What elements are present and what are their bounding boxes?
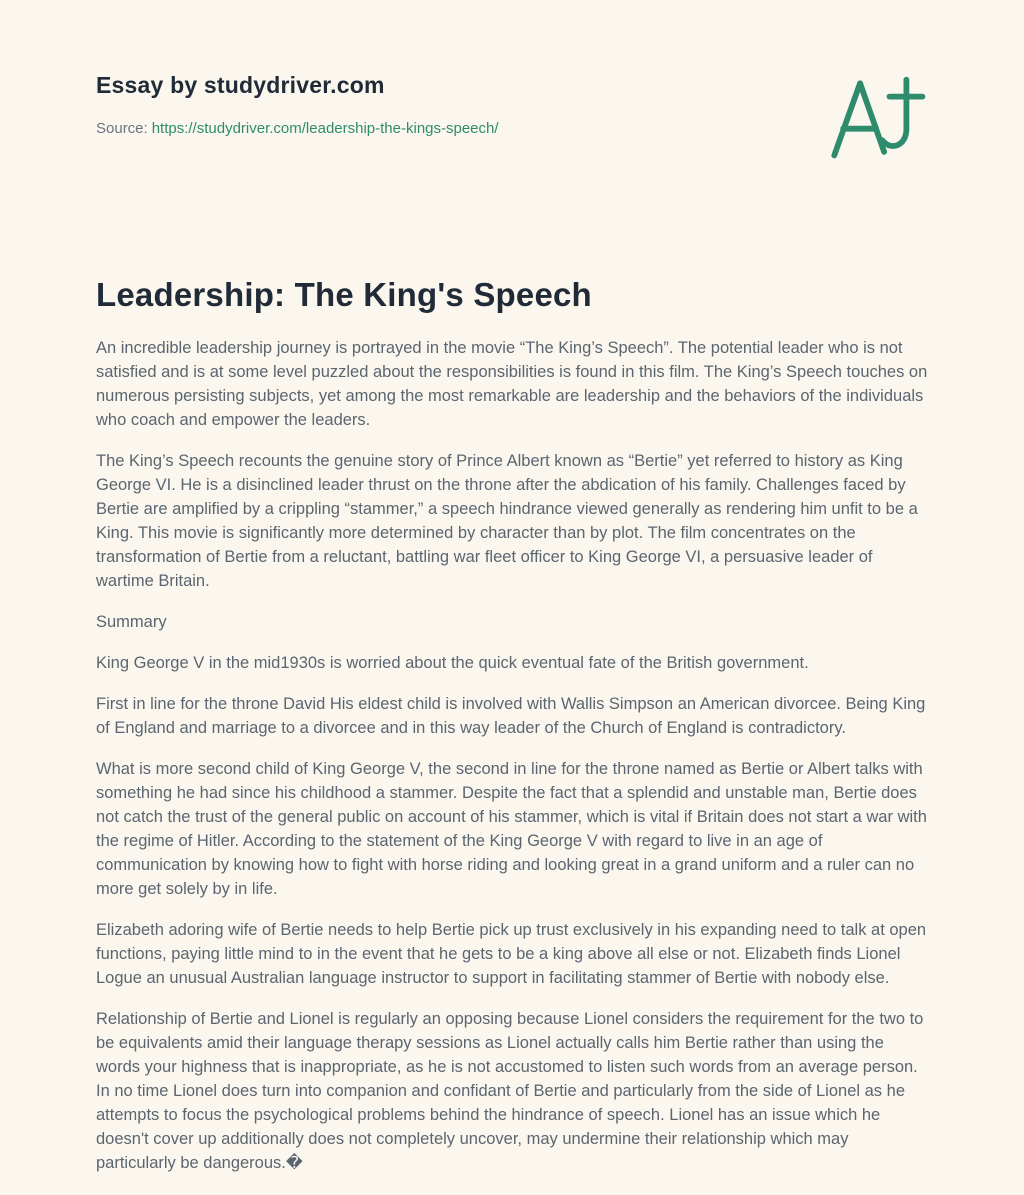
essay-paragraph: Elizabeth adoring wife of Bertie needs to help Bertie pick up trust exclusively in his expanding need to talk at open functions, paying little mind to in the event that he gets to be a king above all else or not. Elizabeth finds Lionel Logue an unusual Australian language instructor to support in facilitating stammer of Bertie with nobody else. xyxy=(96,921,927,987)
essay-paragraph: King George V in the mid1930s is worried about the quick eventual fate of the British government. xyxy=(96,654,809,672)
source-label: Source: xyxy=(96,120,148,137)
essay-paragraph: First in line for the throne David His eldest child is involved with Wallis Simpson an American divorcee. Being King of England and marriage to a divorcee and in this way leader of the Church of England is contradictory. xyxy=(96,695,926,737)
studydriver-logo-icon xyxy=(828,74,926,162)
site-title: Essay by studydriver.com xyxy=(96,72,385,98)
source-line xyxy=(96,120,499,137)
essay-paragraph: An incredible leadership journey is portrayed in the movie “The King’s Speech”. The potential leader who is not satisfied and is at some level puzzled about the responsibilities is found in this film. The King’s Speech touches on numerous persisting subjects, yet among the most remarkable are leadership and the behaviors of the individuals who coach and empower the leaders. xyxy=(96,339,928,429)
essay-paragraph: Relationship of Bertie and Lionel is regularly an opposing because Lionel considers the requirement for the two to be equivalents amid their language therapy sessions as Lionel actually calls him Bertie rather than using the words your highness that is inappropriate, as he is not accustomed to listen such words from an average person. In no time Lionel does turn into companion and confidant of Bertie and particularly from the side of Lionel as he attempts to focus the psychological problems behind the hindrance of speech. Lionel has an issue which he doesn't cover up additionally does not completely uncover, may undermine their relationship which may particularly be dangerous.� xyxy=(96,1010,924,1172)
source-url-link[interactable]: https://studydriver.com/leadership-the-kings-speech/ xyxy=(151,120,499,137)
essay-section-heading: Summary xyxy=(96,613,167,631)
essay-paragraph: The King’s Speech recounts the genuine story of Prince Albert known as “Bertie” yet referred to history as King George VI. He is a disinclined leader thrust on the throne after the abdication of his family. Challenges faced by Bertie are amplified by a crippling “stammer,” a speech hindrance viewed generally as rendering him unfit to be a King. This movie is significantly more determined by character than by plot. The film concentrates on the transformation of Bertie from a reluctant, battling war fleet officer to King George VI, a persuasive leader of wartime Britain. xyxy=(96,452,918,590)
essay-title: Leadership: The King's Speech xyxy=(96,276,592,313)
header-text-block xyxy=(96,72,499,137)
page-header xyxy=(96,72,928,162)
essay-paragraph: What is more second child of King George V, the second in line for the throne named as Bertie or Albert talks with something he had since his childhood a stammer. Despite the fact that a splendid and unstable man, Bertie does not catch the trust of the general public on account of his stammer, which is vital if Britain does not start a war with the regime of Hitler. According to the statement of the King George V with regard to live in an age of communication by knowing how to fight with horse riding and looking great in a grand uniform and a ruler can no more get solely by in life. xyxy=(96,760,927,898)
essay-body xyxy=(96,274,928,1175)
